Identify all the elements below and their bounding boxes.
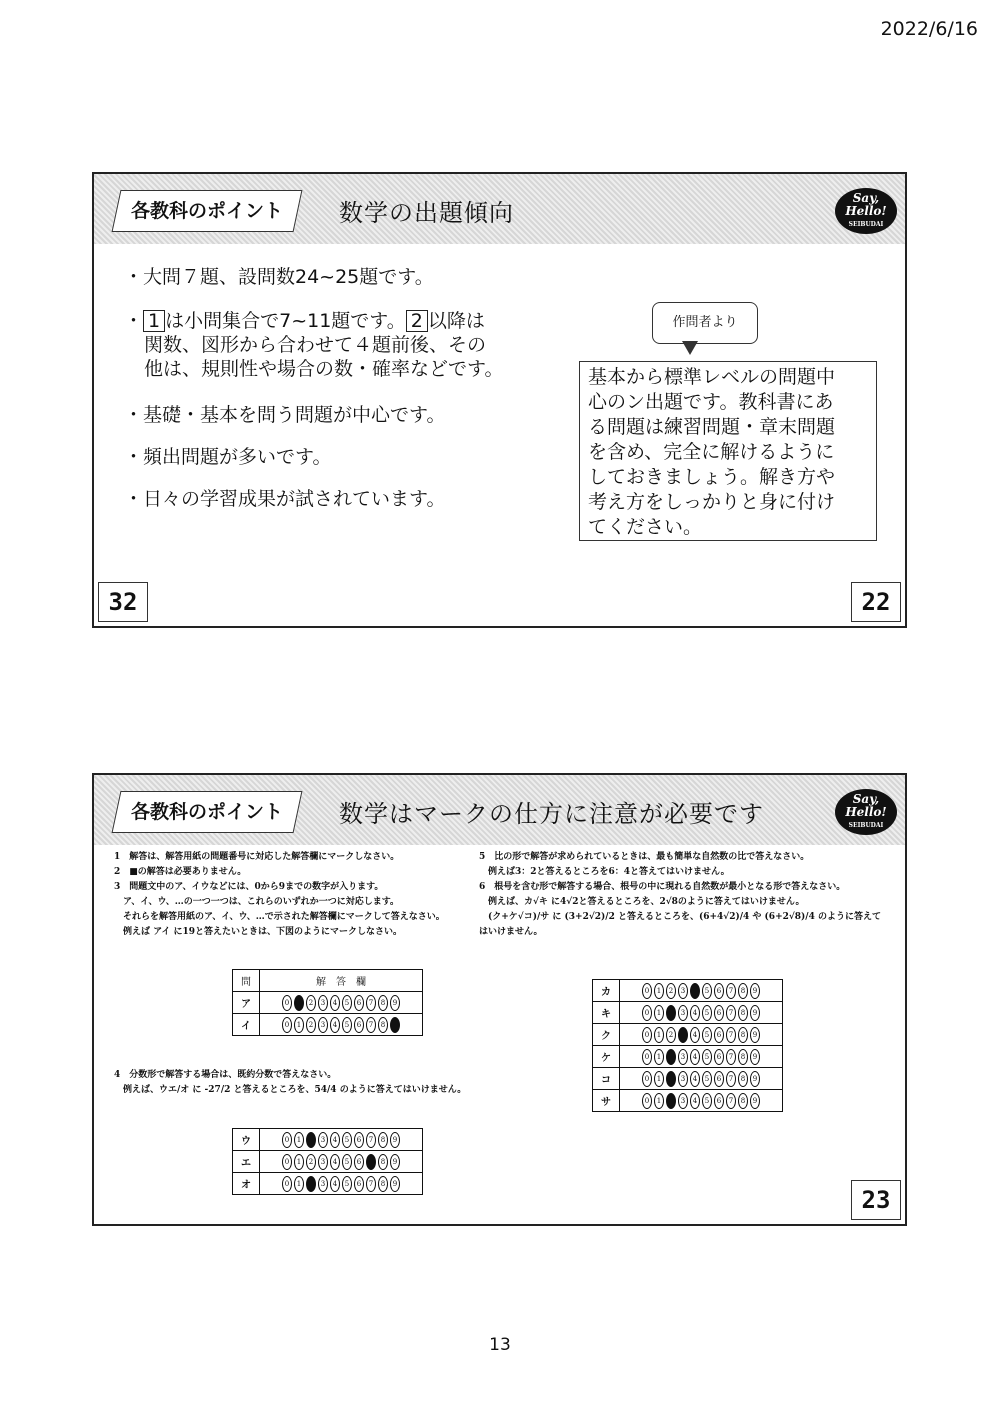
say-hello-logo: Say, Hello! SEIBUDAI [835,789,897,835]
answer-bubble: 7 [726,1027,736,1043]
grid-row [233,1173,423,1195]
answer-bubble: 2 [306,1154,316,1170]
bullet-continuation: 関数、図形から合わせて４題前後、その [144,334,487,356]
slide-number: 23 [851,1180,901,1220]
answer-bubble: 6 [714,1005,724,1021]
answer-bubble: 1 [654,1049,664,1065]
answer-bubble: 2 [666,1027,676,1043]
answer-bubble: 5 [342,1176,352,1192]
answer-bubble: 8 [378,1132,388,1148]
answer-bubble: 3 [318,1154,328,1170]
bubble-row [260,1014,423,1036]
instruction-4: 4 分数形で解答する場合は、既約分数で答えなさい。 例えば、ウエ/オ に -27/2 と答えるところを、54/4 のように答えてはいけません。 [114,1070,467,1095]
grid-row [233,1151,423,1173]
answer-bubble: 1 [294,1132,304,1148]
answer-bubble: 4 [330,1154,340,1170]
instructions-left: 1 解答は、解答用紙の問題番号に対応した解答欄にマークしなさい。 2 ■の解答は必要ありません。 3 問題文中のア、イウなどには、0から9までの数字が入ります。 ア、イ、ウ、…の一つ一つは、これらのいずれか一つに対応します。 それらを解答用紙のア、イ、ウ、…で示された解答欄にマークして答えなさい。 例えば アイ に19と答えたいときは、下図のようにマークしなさい。 [114,852,445,937]
answer-bubble: 0 [642,983,652,999]
answer-bubble: 1 [654,1005,664,1021]
answer-bubble [678,1027,688,1043]
answer-bubble: 8 [378,995,388,1011]
answer-bubble: 8 [738,1071,748,1087]
answer-bubble: 1 [654,1027,664,1043]
answer-bubble: 0 [642,1027,652,1043]
grid-header: 問 [233,970,260,992]
bubble-row [620,1068,783,1090]
answer-bubble [666,1071,676,1087]
answer-bubble: 1 [294,1176,304,1192]
answer-bubble: 5 [342,1017,352,1033]
grid-row-label: ア [233,992,260,1014]
answer-bubble: 3 [318,995,328,1011]
grid-row [593,1002,783,1024]
answer-bubble: 9 [390,995,400,1011]
answer-bubble: 8 [378,1154,388,1170]
answer-bubble: 6 [354,1176,364,1192]
answer-bubble: 3 [678,1071,688,1087]
grid-row-label: イ [233,1014,260,1036]
grid-row-label: キ [593,1002,620,1024]
answer-bubble: 9 [750,983,760,999]
answer-bubble: 5 [702,983,712,999]
answer-bubble: 7 [726,1093,736,1109]
answer-bubble: 9 [390,1132,400,1148]
answer-bubble: 2 [306,995,316,1011]
answer-bubble: 3 [678,983,688,999]
answer-bubble: 7 [726,1071,736,1087]
answer-bubble: 9 [390,1154,400,1170]
answer-bubble: 4 [690,1093,700,1109]
answer-bubble: 0 [282,1017,292,1033]
answer-bubble: 3 [318,1017,328,1033]
bullet-item: ・頻出問題が多いです。 [124,446,332,468]
answer-bubble: 8 [738,1093,748,1109]
answer-bubble: 9 [750,1049,760,1065]
answer-bubble [666,1005,676,1021]
say-hello-logo: Say, Hello! SEIBUDAI [835,188,897,234]
grid-row-label: コ [593,1068,620,1090]
answer-bubble: 8 [738,1049,748,1065]
bullet-item: ・日々の学習成果が試されています。 [124,488,446,510]
answer-bubble: 7 [366,995,376,1011]
answer-bubble [294,995,304,1011]
grid-row [233,992,423,1014]
answer-bubble: 6 [714,983,724,999]
answer-bubble: 4 [330,1176,340,1192]
answer-bubble: 0 [282,1154,292,1170]
answer-bubble: 0 [642,1093,652,1109]
answer-bubble: 5 [702,1005,712,1021]
answer-bubble: 1 [654,1093,664,1109]
bubble-row [260,992,423,1014]
grid-row [593,1090,783,1112]
slide-23 [92,773,907,1226]
bubble-row [620,1002,783,1024]
answer-bubble: 5 [702,1093,712,1109]
bullet-item: ・ 1 は小問集合で7~11題です。 2 以降は [124,310,485,332]
answer-bubble [366,1154,376,1170]
answer-bubble: 4 [330,995,340,1011]
answer-bubble: 8 [738,1027,748,1043]
answer-bubble: 1 [294,1154,304,1170]
answer-bubble: 6 [354,995,364,1011]
answer-bubble: 5 [342,995,352,1011]
grid-row-label: サ [593,1090,620,1112]
section-tag: 各教科のポイント [112,190,303,232]
answer-bubble: 3 [678,1049,688,1065]
grid-row [593,980,783,1002]
grid-row-label: ケ [593,1046,620,1068]
answer-bubble: 4 [690,1049,700,1065]
bubble-row [260,1173,423,1195]
answer-bubble: 1 [294,1017,304,1033]
answer-bubble [306,1132,316,1148]
answer-bubble: 7 [726,983,736,999]
slide-22 [92,172,907,628]
answer-bubble: 0 [282,1176,292,1192]
grid-row [233,1014,423,1036]
print-date: 2022/6/16 [880,18,978,40]
answer-bubble [666,1049,676,1065]
callout-pointer [682,341,698,355]
grid-row-label: ウ [233,1129,260,1151]
answer-bubble: 0 [642,1005,652,1021]
answer-bubble: 1 [654,1071,664,1087]
bubble-row [620,1090,783,1112]
answer-bubble: 9 [390,1176,400,1192]
bullet-item: ・基礎・基本を問う問題が中心です。 [124,404,446,426]
grid-row-label: オ [233,1173,260,1195]
bullet-continuation: 他は、規則性や場合の数・確率などです。 [144,358,504,380]
answer-bubble: 6 [714,1093,724,1109]
grid-row [593,1046,783,1068]
answer-bubble: 4 [690,1071,700,1087]
grid-row [233,1129,423,1151]
slide-header-bar [94,775,905,845]
grid-row-label: ク [593,1024,620,1046]
answer-bubble: 3 [678,1005,688,1021]
answer-bubble: 6 [714,1027,724,1043]
slide-number: 22 [851,582,901,622]
answer-bubble: 5 [342,1154,352,1170]
slide-heading: 数学はマークの仕方に注意が必要です [339,800,764,828]
answer-bubble: 6 [354,1132,364,1148]
answer-bubble: 8 [738,1005,748,1021]
answer-bubble: 0 [282,995,292,1011]
answer-grid-example-2 [232,1128,423,1195]
slide-header-bar [94,174,905,244]
bubble-row [260,1151,423,1173]
answer-bubble: 3 [678,1093,688,1109]
answer-bubble: 4 [330,1132,340,1148]
author-note: 基本から標準レベルの問題中 心のン出題です。教科書にあ る問題は練習問題・章末問題 を含め、完全に解けるように しておきましょう。解き方や 考え方をしっかりと身に付け てください。 [579,361,877,541]
answer-bubble: 5 [702,1071,712,1087]
answer-bubble: 0 [642,1049,652,1065]
grid-row-label: エ [233,1151,260,1173]
answer-bubble [390,1017,400,1033]
answer-bubble: 8 [738,983,748,999]
page-number-left: 32 [98,582,148,622]
answer-bubble: 5 [702,1049,712,1065]
answer-bubble [690,983,700,999]
answer-bubble: 3 [318,1132,328,1148]
grid-row [593,1024,783,1046]
answer-bubble: 4 [330,1017,340,1033]
answer-bubble: 6 [714,1071,724,1087]
answer-bubble: 9 [750,1071,760,1087]
answer-bubble: 3 [318,1176,328,1192]
answer-bubble: 4 [690,1005,700,1021]
answer-bubble: 5 [342,1132,352,1148]
answer-bubble: 9 [750,1093,760,1109]
bubble-row [620,980,783,1002]
answer-bubble: 4 [690,1027,700,1043]
slide-heading: 数学の出題傾向 [339,199,514,227]
answer-bubble: 8 [378,1176,388,1192]
boxed-number: 1 [143,310,165,332]
answer-bubble: 6 [354,1017,364,1033]
answer-bubble: 8 [378,1017,388,1033]
section-tag: 各教科のポイント [112,791,303,833]
answer-bubble: 2 [666,983,676,999]
answer-bubble: 5 [702,1027,712,1043]
bullet-item: ・大問７題、設問数24~25題です。 [124,266,434,288]
answer-grid-example-1 [232,969,423,1036]
answer-bubble: 2 [306,1017,316,1033]
answer-bubble: 0 [282,1132,292,1148]
bubble-row [260,1129,423,1151]
answer-grid-example-3 [592,979,783,1112]
author-callout-label: 作問者より [652,302,758,344]
bubble-row [620,1046,783,1068]
answer-bubble: 0 [642,1071,652,1087]
grid-row [593,1068,783,1090]
answer-bubble: 7 [366,1132,376,1148]
answer-bubble: 6 [714,1049,724,1065]
answer-bubble [666,1093,676,1109]
answer-bubble: 7 [726,1005,736,1021]
answer-bubble: 9 [750,1027,760,1043]
page-number: 13 [489,1335,511,1355]
boxed-number: 2 [406,310,428,332]
answer-bubble: 1 [654,983,664,999]
instructions-right: 5 比の形で解答が求められているときは、最も簡単な自然数の比で答えなさい。 例えば3：2と答えるところを6：4と答えてはいけません。 6 根号を含む形で解答する場合、根号の中に現れる自然数が最小となる形で答えなさい。 例えば、カ√キ に4√2と答えるところを、2√8のように答えてはいけません。 (ク+ケ√コ)/サ に (3+2√2)/2 と答えるところを、(6+4√2)/4 や (6+2√8)/4 のように答えて はいけません。 [479,852,881,937]
grid-row-label: カ [593,980,620,1002]
answer-bubble: 7 [366,1176,376,1192]
grid-header: 解 答 欄 [260,970,423,992]
bubble-row [620,1024,783,1046]
answer-bubble [306,1176,316,1192]
answer-bubble: 7 [366,1017,376,1033]
answer-bubble: 9 [750,1005,760,1021]
answer-bubble: 7 [726,1049,736,1065]
answer-bubble: 6 [354,1154,364,1170]
